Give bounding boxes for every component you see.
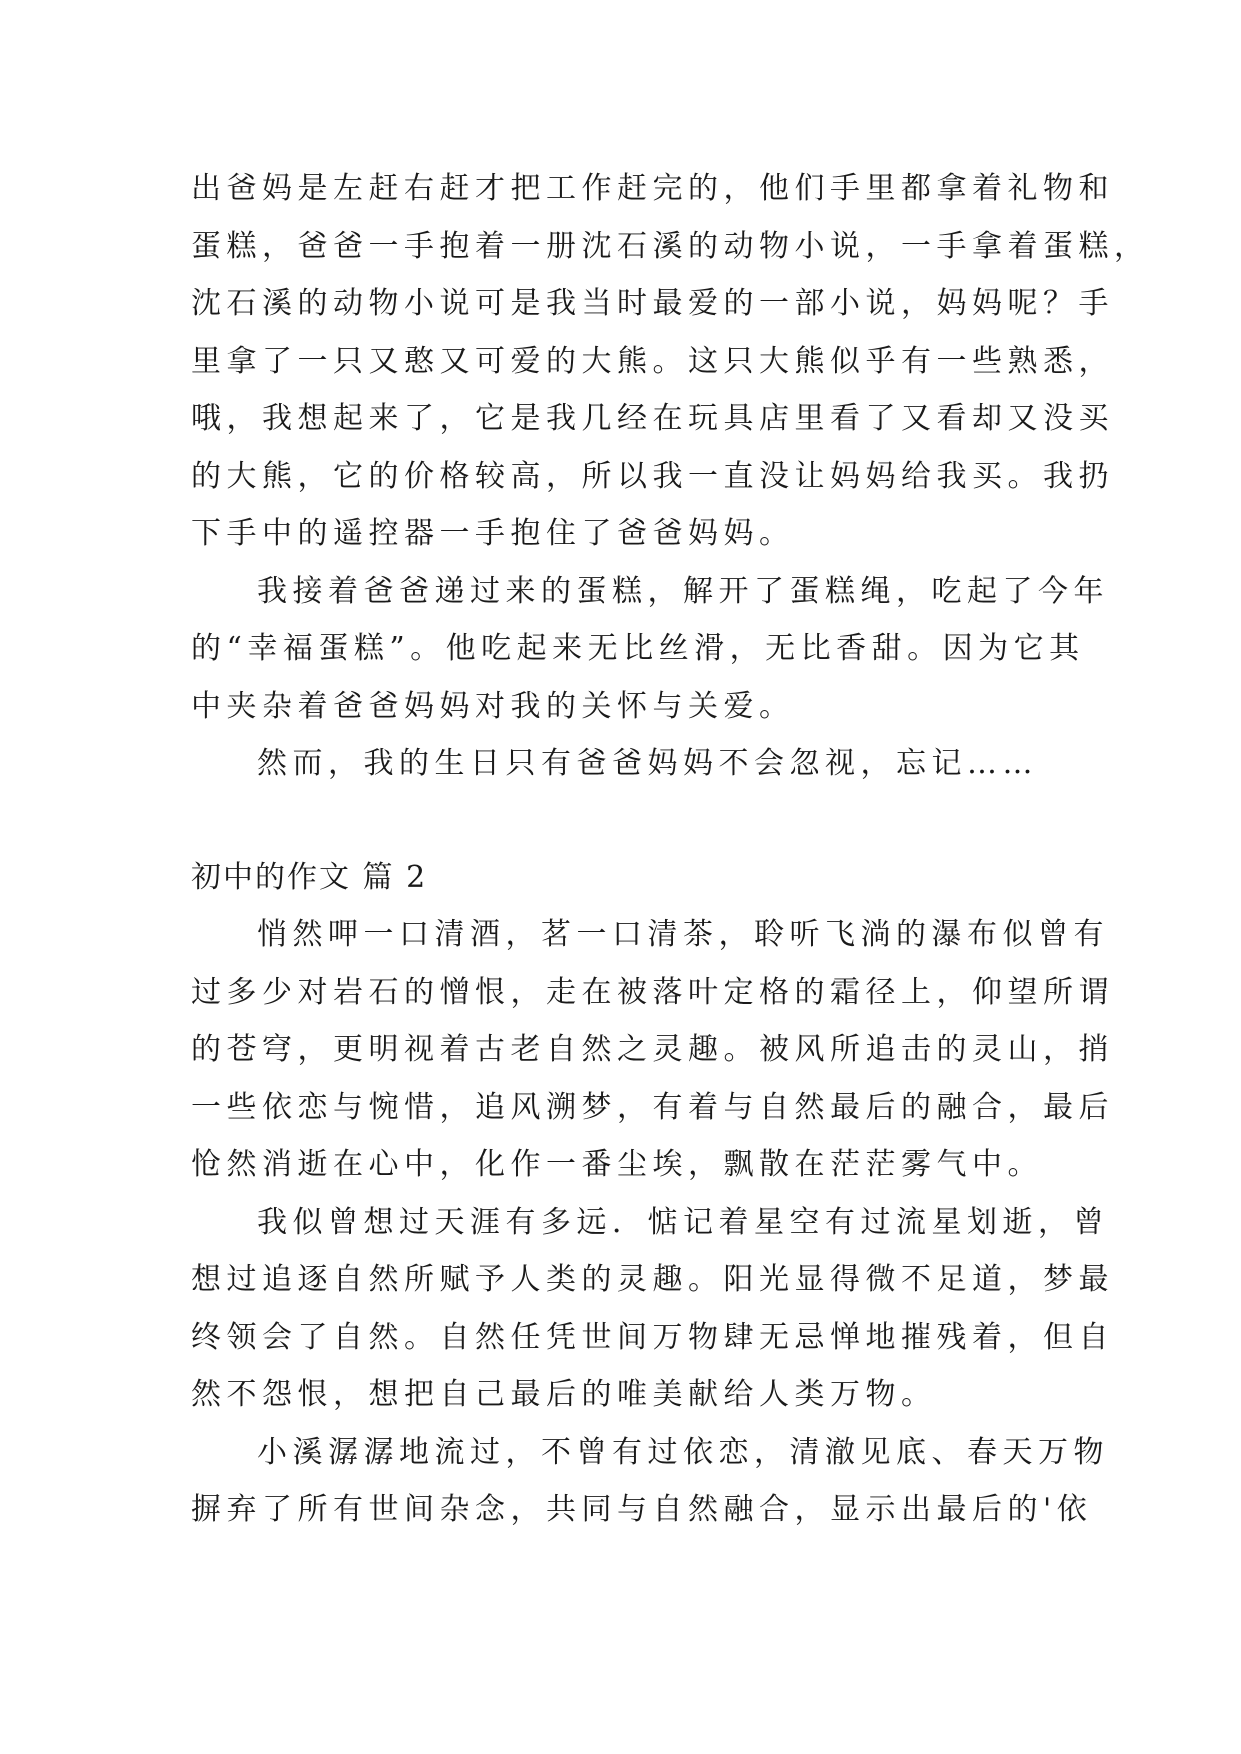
text-line: 悄然呷一口清酒，茗一口清茶，聆听飞淌的瀑布似曾有 [257, 917, 1109, 952]
text-line: 的“幸福蛋糕”。他吃起来无比丝滑，无比香甜。因为它其 [191, 631, 1085, 666]
text-line: 终领会了自然。自然任凭世间万物肆无忌惮地摧残着，但自 [191, 1319, 1114, 1355]
text-line: 下手中的遥控器一手抱住了爸爸妈妈。 [191, 516, 795, 551]
section-heading: 初中的作文 篇 2 [191, 859, 428, 895]
text-line: 怆然消逝在心中，化作一番尘埃，飘散在茫茫雾气中。 [191, 1147, 1043, 1182]
document-page [191, 160, 1150, 1539]
text-line: 中夹杂着爸爸妈妈对我的关怀与关爱。 [191, 688, 795, 724]
paragraph [191, 906, 1114, 1194]
text-line: 然不怨恨，想把自己最后的唯美献给人类万物。 [191, 1377, 937, 1412]
section-gap [191, 793, 1051, 849]
paragraph [191, 563, 1109, 736]
text-line: 一些依恋与惋惜，追风溯梦，有着与自然最后的融合，最后 [191, 1089, 1114, 1125]
text-line: 想过追逐自然所赋予人类的灵趣。阳光显得微不足道，梦最 [191, 1262, 1114, 1297]
text-line: 沈石溪的动物小说可是我当时最爱的一部小说，妈妈呢？手 [191, 286, 1114, 321]
text-line: 出爸妈是左赶右赶才把工作赶完的，他们手里都拿着礼物和 [191, 171, 1114, 206]
text-line: 我似曾想过天涯有多远．惦记着星空有过流星划逝，曾 [257, 1204, 1109, 1240]
text-line: 蛋糕，爸爸一手抱着一册沈石溪的动物小说，一手拿着蛋糕， [191, 228, 1150, 264]
paragraph [191, 160, 1150, 563]
text-line: 里拿了一只又憨又可爱的大熊。这只大熊似乎有一些熟悉， [191, 343, 1114, 379]
text-line: 然而，我的生日只有爸爸妈妈不会忽视，忘记…… [257, 746, 1038, 781]
paragraph [191, 1194, 1114, 1424]
text-line: 的大熊，它的价格较高，所以我一直没让妈妈给我买。我扔 [191, 458, 1114, 494]
text-line: 哦，我想起来了，它是我几经在玩具店里看了又看却又没买 [191, 401, 1114, 436]
text-line: 的苍穹，更明视着古老自然之灵趣。被风所追击的灵山，捎 [191, 1032, 1114, 1067]
text-line: 我接着爸爸递过来的蛋糕，解开了蛋糕绳，吃起了今年 [257, 573, 1109, 609]
text-line: 小溪潺潺地流过，不曾有过依恋，清澈见底、春天万物 [257, 1434, 1109, 1470]
paragraph [191, 735, 1051, 793]
text-line: 过多少对岩石的憎恨，走在被落叶定格的霜径上，仰望所谓 [191, 974, 1114, 1010]
text-line: 摒弃了所有世间杂念，共同与自然融合，显示出最后的'依 [191, 1492, 1093, 1527]
paragraph [191, 1424, 1109, 1539]
